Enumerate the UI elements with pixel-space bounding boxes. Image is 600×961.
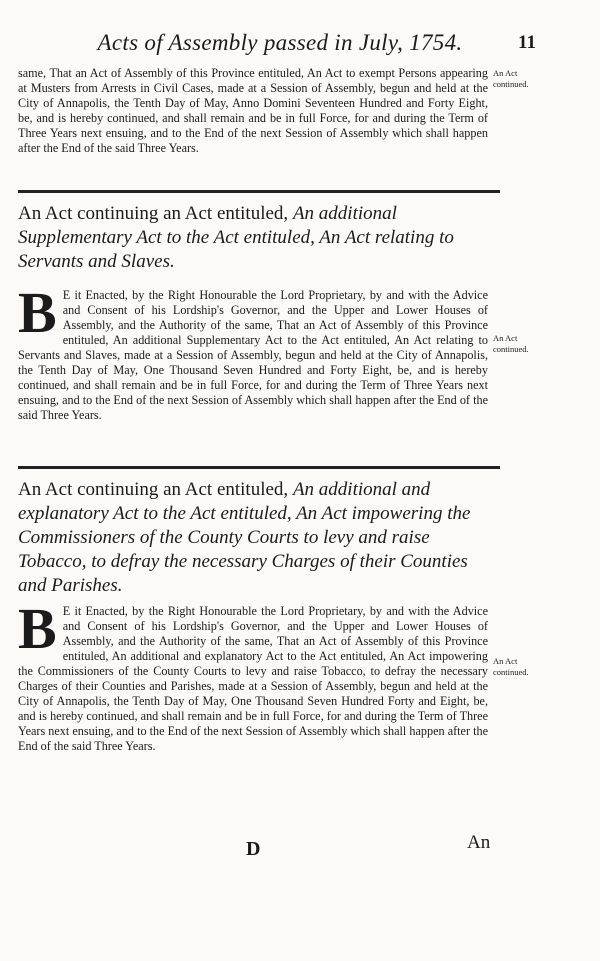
page-number: 11 xyxy=(518,32,536,53)
catchword: An xyxy=(467,832,491,853)
drop-cap-2: B xyxy=(18,596,57,661)
act-body-1-text: E it Enacted, by the Right Honourable the Lord Proprietary, by and with the Advice and Consent of his Lordship's Governor, and the Upper and Lower Houses of Assembly, and the Authority of the same, That an Act of Assembly of this Province entituled, An additional Supplementary Act to the Act entituled, An Act relating to Servants and Slaves, made at a Session of Assembly, begun and held at the City of Annapolis, the Tenth Day of May, One Thousand Seven Hundred and Forty Eight, be, and is hereby continued, and shall remain and be in full Force, for and during the Term of Three Years next ensuing, and to the End of the next Session of Assembly which shall happen after the End of the said Three Years. xyxy=(18,288,488,422)
act-title-2-italic: An additional and explanatory Act to the Act entituled, An Act impowering the Commissioners of the County Courts to levy and raise Tobacco, to defray the necessary Charges of their Counties and Parishes. xyxy=(18,479,471,596)
margin-note-3: An Act continued. xyxy=(493,656,529,677)
act-body-2 xyxy=(18,596,488,754)
act-title-1-plain: An Act continuing an Act entituled, xyxy=(18,203,289,224)
act-title-2 xyxy=(18,478,494,598)
signature-mark: D xyxy=(246,838,261,860)
margin-note-2: An Act continued. xyxy=(493,333,529,354)
act-title-2-plain: An Act continuing an Act entituled, xyxy=(18,479,289,500)
section-rule-1 xyxy=(18,190,500,193)
act-body-2-text: E it Enacted, by the Right Honourable the Lord Proprietary, by and with the Advice and Consent of his Lordship's Governor, and the Upper and Lower Houses of Assembly, and the Authority of the same, That an Act of Assembly of this Province entituled, An additional and explanatory Act to the Act entituled, An Act impowering the Commissioners of the County Courts to levy and raise Tobacco, to defray the necessary Charges of their Counties and Parishes, made at a Session of Assembly, begun and held at the City of Annapolis, the Tenth Day of May, One Thousand Seven Hundred Forty and Eight, be, and is hereby continued, and shall remain and be in full Force, for and during the Term of Three Years next ensuing, and to the End of the next Session of Assembly which shall happen after the End of the said Three Years. xyxy=(18,604,488,753)
continuation-paragraph: same, That an Act of Assembly of this Province entituled, An Act to exempt Persons appearing at Musters from Arrests in Civil Cases, made at a Session of Assembly, begun and held at the City of Annapolis, the Tenth Day of May, Anno Domini Seventeen Hundred and Forty Eight, be, and is hereby continued, and shall remain and be in full Force, for and during the Term of Three Years next ensuing, and to the End of the next Session of Assembly which shall happen after the End of the said Three Years. xyxy=(18,66,488,155)
act-title-1 xyxy=(18,202,494,274)
act-body-1 xyxy=(18,280,488,423)
margin-note-1: An Act continued. xyxy=(493,68,529,89)
act-title-1-italic: An additional Supplementary Act to the Act entituled, An Act relating to Servants and Slaves. xyxy=(18,203,454,272)
drop-cap-1: B xyxy=(18,280,57,345)
running-head: Acts of Assembly passed in July, 1754. xyxy=(97,30,463,55)
section-rule-2 xyxy=(18,466,500,469)
